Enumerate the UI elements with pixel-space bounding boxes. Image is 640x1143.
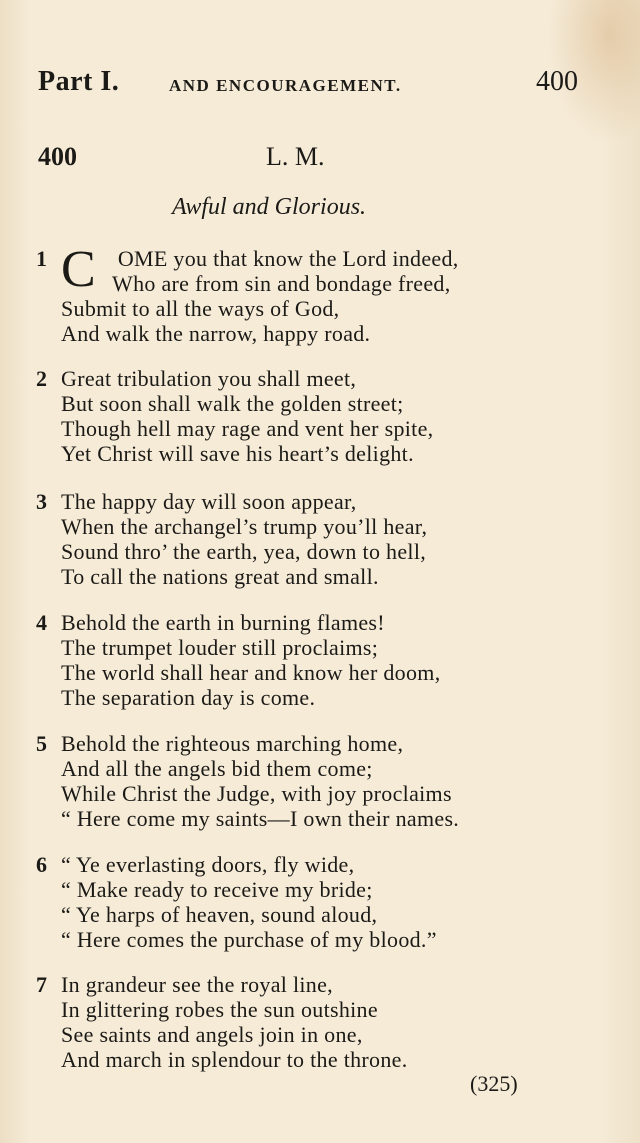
- stanza-line: [36, 877, 596, 902]
- drop-cap: C: [61, 241, 96, 298]
- line-text: And march in splendour to the throne.: [61, 1047, 408, 1072]
- stanza-line: [36, 564, 596, 589]
- line-text: Yet Christ will save his heart’s delight.: [61, 441, 414, 466]
- stanza-3: [36, 489, 596, 589]
- line-text: “ Make ready to receive my bride;: [61, 877, 373, 902]
- stanza-line: [36, 635, 596, 660]
- line-text: The world shall hear and know her doom,: [61, 660, 441, 685]
- line-text: OME you that know the Lord indeed,: [117, 246, 459, 271]
- stanza-7: [36, 972, 596, 1072]
- line-text: The separation day is come.: [61, 685, 316, 710]
- stanza-line: [36, 391, 596, 416]
- stanza-line: [36, 660, 596, 685]
- part-label: Part I.: [38, 66, 120, 97]
- stanza-line: [36, 489, 596, 514]
- line-text: Behold the earth in burning flames!: [61, 610, 385, 635]
- stanza-line: [36, 610, 596, 635]
- stanza-number: 1: [36, 246, 48, 271]
- stanza-2: [36, 366, 596, 466]
- hymn-number: 400: [38, 142, 77, 171]
- stanza-number: 7: [36, 972, 48, 997]
- stanza-4: [36, 610, 596, 710]
- hymn-meter: L. M.: [266, 142, 325, 171]
- stanza-line: [36, 296, 596, 321]
- stanza-line: [36, 416, 596, 441]
- folio-number: (325): [470, 1071, 518, 1096]
- stanza-line: [36, 366, 596, 391]
- stanza-line: [36, 1022, 596, 1047]
- stanza-line: [36, 997, 596, 1022]
- line-text: See saints and angels join in one,: [61, 1022, 363, 1047]
- line-text: Though hell may rage and vent her spite,: [61, 416, 434, 441]
- stanza-number: 6: [36, 852, 48, 877]
- stanza-number: 4: [36, 610, 48, 635]
- stanza-number: 2: [36, 366, 48, 391]
- page-header: [38, 66, 578, 106]
- line-text: In grandeur see the royal line,: [61, 972, 333, 997]
- stanza-line: [36, 806, 596, 831]
- stanza-line: [36, 321, 596, 346]
- line-text: But soon shall walk the golden street;: [61, 391, 404, 416]
- stanza-number: 3: [36, 489, 48, 514]
- line-text: Submit to all the ways of God,: [61, 296, 340, 321]
- line-text: And walk the narrow, happy road.: [61, 321, 371, 346]
- line-text: Sound thro’ the earth, yea, down to hell,: [61, 539, 427, 564]
- line-text: “ Ye everlasting doors, fly wide,: [61, 852, 355, 877]
- stanza-1: [36, 241, 596, 346]
- hymn-title: Awful and Glorious.: [172, 194, 367, 220]
- line-text: And all the angels bid them come;: [61, 756, 373, 781]
- stanza-line: [36, 972, 596, 997]
- stanza-line: [36, 271, 596, 296]
- line-text: In glittering robes the sun outshine: [61, 997, 378, 1022]
- stanza-line: [36, 927, 596, 952]
- stanza-line: [36, 781, 596, 806]
- line-text: To call the nations great and small.: [61, 564, 379, 589]
- line-text: The trumpet louder still proclaims;: [61, 635, 379, 660]
- stanza-line: [36, 1047, 596, 1072]
- line-text: Behold the righteous marching home,: [61, 731, 404, 756]
- stanza-line: [36, 731, 596, 756]
- stanza-line: [36, 514, 596, 539]
- stanza-6: [36, 852, 596, 952]
- line-text: Great tribulation you shall meet,: [61, 366, 357, 391]
- page-number: 400: [536, 66, 578, 97]
- stanza-line: [36, 441, 596, 466]
- stanza-number: 5: [36, 731, 48, 756]
- stanza-line: [36, 852, 596, 877]
- stanza-line: [36, 756, 596, 781]
- line-text: When the archangel’s trump you’ll hear,: [61, 514, 428, 539]
- running-head: AND ENCOURAGEMENT.: [169, 76, 402, 95]
- line-text: Who are from sin and bondage freed,: [112, 271, 451, 296]
- stanza-line: [36, 902, 596, 927]
- line-text: While Christ the Judge, with joy proclaims: [61, 781, 452, 806]
- stanza-line: [36, 539, 596, 564]
- line-text: “ Here comes the purchase of my blood.”: [61, 927, 437, 952]
- line-text: “ Ye harps of heaven, sound aloud,: [61, 902, 378, 927]
- line-text: “ Here come my saints—I own their names.: [61, 806, 460, 831]
- stanza-line: [36, 685, 596, 710]
- stanza-5: [36, 731, 596, 831]
- line-text: The happy day will soon appear,: [61, 489, 357, 514]
